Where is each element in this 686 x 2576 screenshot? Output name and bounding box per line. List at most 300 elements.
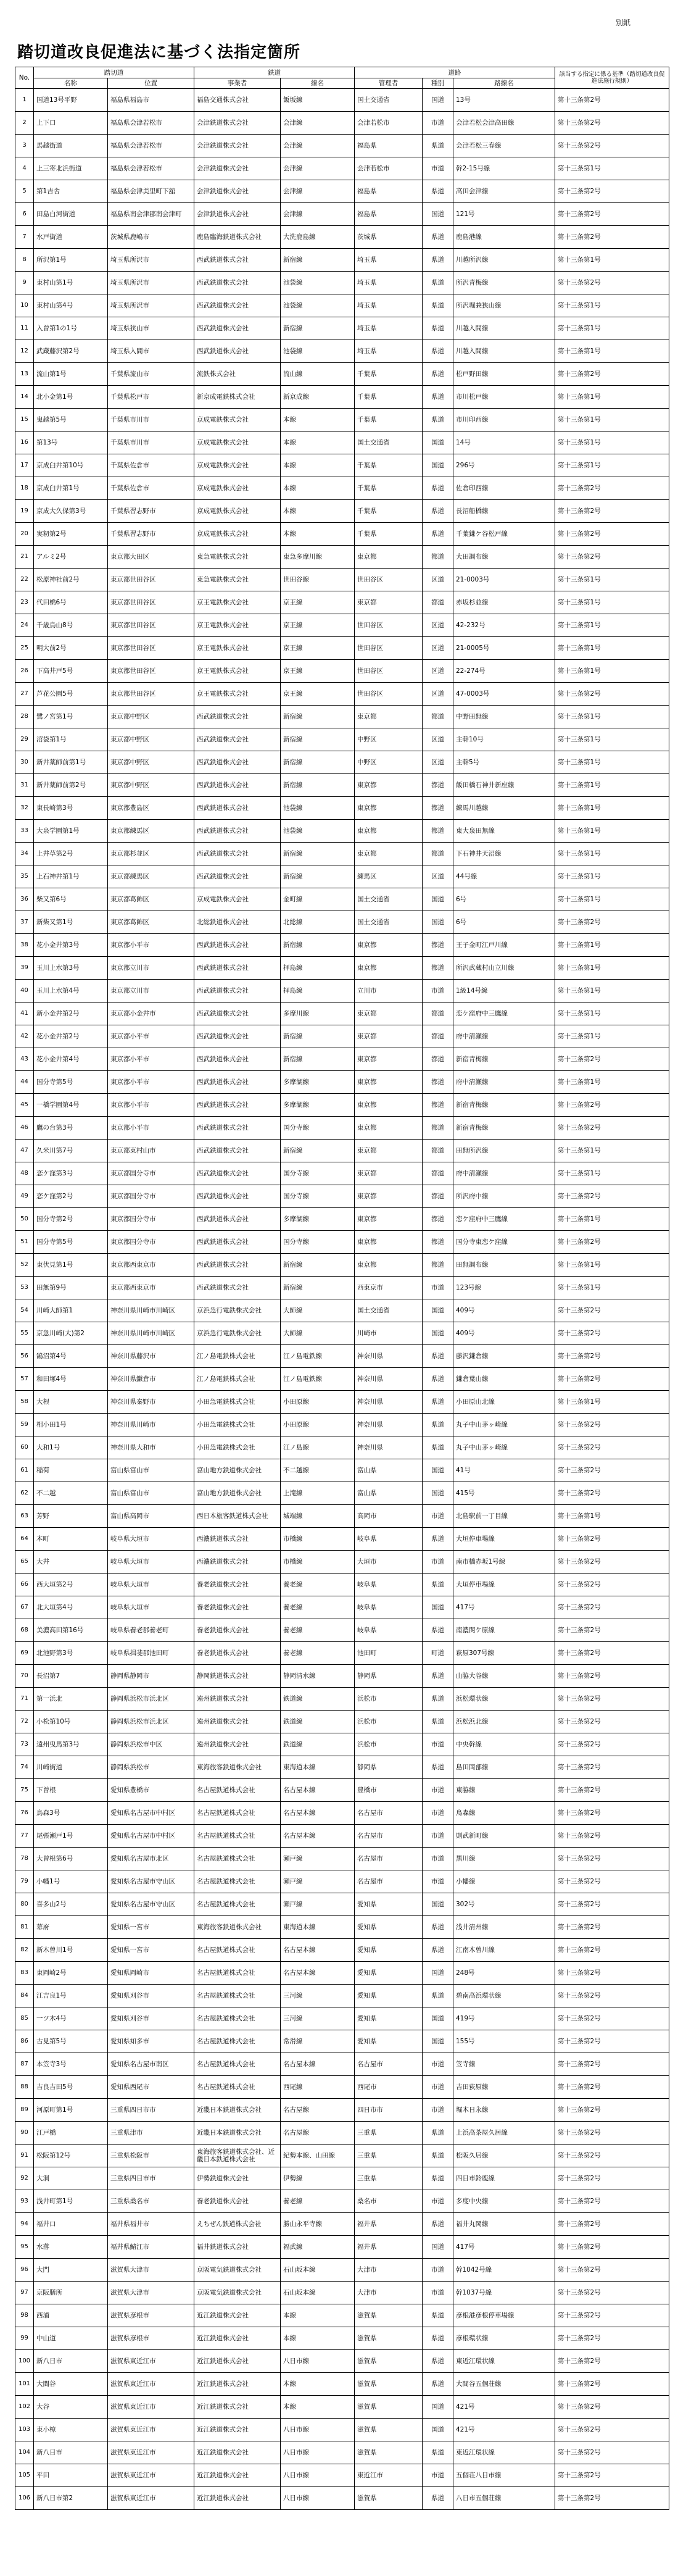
cell-location: 東京都小平市 xyxy=(108,1117,194,1140)
cell-operator: 名古屋鉄道株式会社 xyxy=(194,2053,281,2076)
header-group-road: 道路 xyxy=(355,67,555,78)
cell-no: 73 xyxy=(15,1733,34,1756)
cell-operator: 東海旅客鉄道株式会社 xyxy=(194,1756,281,1779)
cell-manager: 桑名市 xyxy=(355,2190,423,2213)
cell-line: 八日市線 xyxy=(281,2350,355,2373)
cell-manager: 滋賀県 xyxy=(355,2419,423,2441)
cell-location: 神奈川県秦野市 xyxy=(108,1391,194,1414)
cell-name: 水落 xyxy=(34,2236,108,2259)
cell-operator: 西武鉄道株式会社 xyxy=(194,1140,281,1162)
cell-manager: 神奈川県 xyxy=(355,1436,423,1459)
cell-road-type: 市道 xyxy=(423,2076,453,2099)
cell-road-name: 赤坂杉並線 xyxy=(453,591,555,614)
cell-manager: 滋賀県 xyxy=(355,2350,423,2373)
cell-road-name: 川越入間線 xyxy=(453,340,555,363)
cell-basis: 第十三条第2号 xyxy=(555,683,669,706)
cell-no: 58 xyxy=(15,1391,34,1414)
cell-no: 16 xyxy=(15,431,34,454)
cell-operator: 名古屋鉄道株式会社 xyxy=(194,1825,281,1848)
cell-line: 紀勢本線、山田線 xyxy=(281,2145,355,2167)
cell-road-type: 市道 xyxy=(423,980,453,1002)
cell-road-type: 国道 xyxy=(423,1893,453,1916)
cell-no: 66 xyxy=(15,1574,34,1596)
header-operator: 事業者 xyxy=(194,78,281,89)
header-group-crossing: 踏切道 xyxy=(34,67,194,78)
cell-no: 91 xyxy=(15,2145,34,2167)
cell-name: 鵠沼第4号 xyxy=(34,1345,108,1368)
cell-name: 第1吉舎 xyxy=(34,180,108,203)
cell-road-name: 福井丸岡線 xyxy=(453,2213,555,2236)
cell-location: 千葉県佐倉市 xyxy=(108,477,194,500)
cell-line: 西尾線 xyxy=(281,2076,355,2099)
cell-name: 松阪第12号 xyxy=(34,2145,108,2167)
cell-operator: 近江鉄道株式会社 xyxy=(194,2464,281,2487)
cell-operator: 名古屋鉄道株式会社 xyxy=(194,2007,281,2030)
cell-road-type: 県道 xyxy=(423,477,453,500)
table-row xyxy=(15,226,669,249)
cell-line: 会津線 xyxy=(281,203,355,226)
cell-road-type: 市道 xyxy=(423,2259,453,2282)
cell-operator: 西武鉄道株式会社 xyxy=(194,843,281,865)
cell-no: 63 xyxy=(15,1505,34,1528)
cell-road-name: 丸子中山茅ヶ崎線 xyxy=(453,1436,555,1459)
cell-name: 第一浜北 xyxy=(34,1688,108,1711)
cell-operator: 名古屋鉄道株式会社 xyxy=(194,1893,281,1916)
cell-road-name: 碧南高浜環状線 xyxy=(453,1985,555,2007)
cell-road-name: 大田調布線 xyxy=(453,546,555,569)
cell-operator: 北総鉄道株式会社 xyxy=(194,911,281,934)
cell-line: 本線 xyxy=(281,477,355,500)
cell-basis: 第十三条第1号 xyxy=(555,1208,669,1231)
cell-line: 会津線 xyxy=(281,112,355,135)
cell-no: 45 xyxy=(15,1094,34,1117)
cell-road-type: 都道 xyxy=(423,820,453,843)
cell-location: 静岡県静岡市 xyxy=(108,1665,194,1688)
cell-operator: 会津鉄道株式会社 xyxy=(194,180,281,203)
cell-road-type: 県道 xyxy=(423,180,453,203)
cell-no: 41 xyxy=(15,1002,34,1025)
cell-name: 国道13号平野 xyxy=(34,89,108,112)
cell-road-name: 幹2-15号線 xyxy=(453,157,555,180)
cell-location: 滋賀県東近江市 xyxy=(108,2464,194,2487)
table-row xyxy=(15,1094,669,1117)
cell-basis: 第十三条第2号 xyxy=(555,1870,669,1893)
cell-name: 松原神社前2号 xyxy=(34,569,108,591)
cell-road-type: 区道 xyxy=(423,728,453,751)
table-row xyxy=(15,2441,669,2464)
cell-name: 美濃高田第16号 xyxy=(34,1619,108,1642)
cell-road-name: 川越入間線 xyxy=(453,317,555,340)
cell-basis: 第十三条第2号 xyxy=(555,1733,669,1756)
table-row xyxy=(15,637,669,660)
cell-line: 拝島線 xyxy=(281,980,355,1002)
cell-operator: 京成電鉄株式会社 xyxy=(194,454,281,477)
cell-location: 滋賀県東近江市 xyxy=(108,2350,194,2373)
cell-manager: 三重県 xyxy=(355,2145,423,2167)
cell-road-name: 彦根環状線 xyxy=(453,2327,555,2350)
cell-manager: 東京都 xyxy=(355,820,423,843)
cell-road-type: 国道 xyxy=(423,1299,453,1322)
cell-road-type: 区道 xyxy=(423,751,453,774)
cell-no: 100 xyxy=(15,2350,34,2373)
cell-road-name: 新宿青梅線 xyxy=(453,1048,555,1071)
cell-operator: 西武鉄道株式会社 xyxy=(194,272,281,294)
cell-name: 川崎街道 xyxy=(34,1756,108,1779)
cell-name: 川崎大師第1 xyxy=(34,1299,108,1322)
cell-location: 福島県福島市 xyxy=(108,89,194,112)
cell-name: 鷹の台第3号 xyxy=(34,1117,108,1140)
cell-name: 河原町第1号 xyxy=(34,2099,108,2122)
cell-no: 22 xyxy=(15,569,34,591)
cell-no: 43 xyxy=(15,1048,34,1071)
cell-manager: 愛知県 xyxy=(355,1939,423,1962)
cell-location: 東京都西東京市 xyxy=(108,1277,194,1299)
cell-line: 池袋線 xyxy=(281,797,355,820)
cell-operator: 小田急電鉄株式会社 xyxy=(194,1436,281,1459)
cell-road-name: 川越所沢線 xyxy=(453,249,555,272)
cell-basis: 第十三条第2号 xyxy=(555,89,669,112)
cell-no: 87 xyxy=(15,2053,34,2076)
cell-manager: 池田町 xyxy=(355,1642,423,1665)
cell-manager: 名古屋市 xyxy=(355,1848,423,1870)
cell-road-type: 県道 xyxy=(423,2213,453,2236)
cell-line: 名古屋本線 xyxy=(281,1939,355,1962)
header-name: 名称 xyxy=(34,78,108,89)
cell-line: 新宿線 xyxy=(281,843,355,865)
cell-name: 京急川崎(大)第2 xyxy=(34,1322,108,1345)
cell-basis: 第十三条第1号 xyxy=(555,591,669,614)
table-row xyxy=(15,1779,669,1802)
cell-road-type: 都道 xyxy=(423,1185,453,1208)
table-row xyxy=(15,660,669,683)
cell-name: 柴又第6号 xyxy=(34,888,108,911)
cell-road-name: 市川印西線 xyxy=(453,409,555,431)
cell-road-name: 長沼船橋線 xyxy=(453,500,555,523)
cell-location: 埼玉県狭山市 xyxy=(108,317,194,340)
cell-name: 下曽根 xyxy=(34,1779,108,1802)
cell-name: 一橋学園第4号 xyxy=(34,1094,108,1117)
cell-basis: 第十三条第2号 xyxy=(555,2030,669,2053)
cell-location: 滋賀県大津市 xyxy=(108,2282,194,2304)
cell-manager: 立川市 xyxy=(355,980,423,1002)
cell-basis: 第十三条第1号 xyxy=(555,569,669,591)
cell-no: 12 xyxy=(15,340,34,363)
cell-name: 東長崎第3号 xyxy=(34,797,108,820)
crossing-table xyxy=(15,67,669,2510)
cell-no: 17 xyxy=(15,454,34,477)
cell-operator: 名古屋鉄道株式会社 xyxy=(194,1802,281,1825)
cell-name: 大和1号 xyxy=(34,1436,108,1459)
cell-operator: 西武鉄道株式会社 xyxy=(194,1208,281,1231)
cell-road-name: 府中清瀬線 xyxy=(453,1162,555,1185)
table-row xyxy=(15,477,669,500)
table-row xyxy=(15,1391,669,1414)
table-row xyxy=(15,157,669,180)
cell-road-name: 所沢堀兼狭山線 xyxy=(453,294,555,317)
cell-location: 静岡県浜松市浜北区 xyxy=(108,1711,194,1733)
cell-road-type: 県道 xyxy=(423,317,453,340)
cell-manager: 滋賀県 xyxy=(355,2487,423,2510)
cell-location: 富山県富山市 xyxy=(108,1459,194,1482)
cell-line: 新宿線 xyxy=(281,728,355,751)
cell-no: 8 xyxy=(15,249,34,272)
cell-basis: 第十三条第2号 xyxy=(555,2327,669,2350)
table-row xyxy=(15,1140,669,1162)
cell-road-name: 大垣停車場線 xyxy=(453,1574,555,1596)
cell-basis: 第十三条第2号 xyxy=(555,2122,669,2145)
cell-basis: 第十三条第1号 xyxy=(555,888,669,911)
table-body xyxy=(15,89,669,2510)
cell-road-type: 県道 xyxy=(423,1528,453,1551)
cell-operator: 西武鉄道株式会社 xyxy=(194,1094,281,1117)
cell-road-name: 恋ケ窪府中三鷹線 xyxy=(453,1208,555,1231)
table-row xyxy=(15,272,669,294)
cell-operator: 近畿日本鉄道株式会社 xyxy=(194,2122,281,2145)
cell-location: 岐阜県大垣市 xyxy=(108,1528,194,1551)
table-row xyxy=(15,774,669,797)
table-row xyxy=(15,797,669,820)
cell-basis: 第十三条第2号 xyxy=(555,2190,669,2213)
cell-name: 本笠寺3号 xyxy=(34,2053,108,2076)
cell-no: 96 xyxy=(15,2259,34,2282)
cell-no: 29 xyxy=(15,728,34,751)
cell-road-type: 県道 xyxy=(423,2304,453,2327)
cell-line: 新宿線 xyxy=(281,249,355,272)
table-row xyxy=(15,1870,669,1893)
cell-no: 88 xyxy=(15,2076,34,2099)
cell-no: 1 xyxy=(15,89,34,112)
table-row xyxy=(15,89,669,112)
cell-no: 10 xyxy=(15,294,34,317)
cell-manager: 滋賀県 xyxy=(355,2373,423,2396)
cell-name: 花小金井第4号 xyxy=(34,1048,108,1071)
table-row xyxy=(15,2327,669,2350)
table-row xyxy=(15,1231,669,1254)
cell-basis: 第十三条第1号 xyxy=(555,728,669,751)
cell-operator: 東急電鉄株式会社 xyxy=(194,569,281,591)
cell-operator: 西武鉄道株式会社 xyxy=(194,1002,281,1025)
cell-location: 東京都葛飾区 xyxy=(108,888,194,911)
table-row xyxy=(15,888,669,911)
cell-operator: 富山地方鉄道株式会社 xyxy=(194,1482,281,1505)
cell-basis: 第十三条第2号 xyxy=(555,1185,669,1208)
cell-operator: 西武鉄道株式会社 xyxy=(194,1277,281,1299)
table-row xyxy=(15,1322,669,1345)
cell-location: 神奈川県大和市 xyxy=(108,1436,194,1459)
cell-location: 東京都世田谷区 xyxy=(108,591,194,614)
cell-location: 埼玉県所沢市 xyxy=(108,249,194,272)
cell-operator: 遠州鉄道株式会社 xyxy=(194,1733,281,1756)
table-row xyxy=(15,1551,669,1574)
cell-operator: 西武鉄道株式会社 xyxy=(194,1162,281,1185)
cell-line: 大洗鹿島線 xyxy=(281,226,355,249)
table-row xyxy=(15,1848,669,1870)
cell-name: 千歳烏山8号 xyxy=(34,614,108,637)
cell-line: 本線 xyxy=(281,409,355,431)
cell-basis: 第十三条第2号 xyxy=(555,546,669,569)
cell-operator: 近江鉄道株式会社 xyxy=(194,2396,281,2419)
cell-basis: 第十三条第1号 xyxy=(555,774,669,797)
cell-operator: 西武鉄道株式会社 xyxy=(194,1071,281,1094)
cell-manager: 西東京市 xyxy=(355,1277,423,1299)
table-row xyxy=(15,1048,669,1071)
cell-operator: 西武鉄道株式会社 xyxy=(194,1254,281,1277)
cell-no: 52 xyxy=(15,1254,34,1277)
cell-line: 新宿線 xyxy=(281,1025,355,1048)
cell-road-name: 22-274号 xyxy=(453,660,555,683)
cell-basis: 第十三条第1号 xyxy=(555,1025,669,1048)
cell-operator: 西武鉄道株式会社 xyxy=(194,957,281,980)
cell-road-type: 国道 xyxy=(423,454,453,477)
cell-road-type: 県道 xyxy=(423,1574,453,1596)
cell-location: 滋賀県彦根市 xyxy=(108,2327,194,2350)
cell-manager: 千葉県 xyxy=(355,409,423,431)
cell-location: 東京都国分寺市 xyxy=(108,1231,194,1254)
cell-no: 28 xyxy=(15,706,34,728)
cell-location: 静岡県浜松市浜北区 xyxy=(108,1688,194,1711)
cell-manager: 福島県 xyxy=(355,135,423,157)
cell-operator: 京阪電気鉄道株式会社 xyxy=(194,2259,281,2282)
cell-line: 新宿線 xyxy=(281,774,355,797)
cell-road-name: 南濃関ケ原線 xyxy=(453,1619,555,1642)
cell-operator: 福島交通株式会社 xyxy=(194,89,281,112)
cell-operator: 京成電鉄株式会社 xyxy=(194,888,281,911)
cell-road-type: 市道 xyxy=(423,2053,453,2076)
cell-operator: 新京成電鉄株式会社 xyxy=(194,386,281,409)
cell-road-type: 県道 xyxy=(423,226,453,249)
table-row xyxy=(15,1893,669,1916)
cell-road-name: 北島駅前一丁目線 xyxy=(453,1505,555,1528)
table-row xyxy=(15,2099,669,2122)
cell-road-type: 県道 xyxy=(423,1436,453,1459)
cell-road-type: 県道 xyxy=(423,2327,453,2350)
cell-basis: 第十三条第2号 xyxy=(555,1345,669,1368)
cell-no: 102 xyxy=(15,2396,34,2419)
table-row xyxy=(15,1619,669,1642)
cell-road-type: 県道 xyxy=(423,386,453,409)
cell-manager: 富山県 xyxy=(355,1459,423,1482)
cell-road-name: 小幡線 xyxy=(453,1870,555,1893)
cell-no: 94 xyxy=(15,2213,34,2236)
cell-name: 浅井町第1号 xyxy=(34,2190,108,2213)
table-row xyxy=(15,1002,669,1025)
cell-name: 京成臼井第1号 xyxy=(34,477,108,500)
cell-road-type: 県道 xyxy=(423,1619,453,1642)
cell-line: 勝山永平寺線 xyxy=(281,2213,355,2236)
table-row xyxy=(15,2464,669,2487)
cell-location: 岐阜県大垣市 xyxy=(108,1596,194,1619)
cell-manager: 東京都 xyxy=(355,1048,423,1071)
cell-location: 愛知県西尾市 xyxy=(108,2076,194,2099)
cell-basis: 第十三条第2号 xyxy=(555,203,669,226)
cell-location: 東京都世田谷区 xyxy=(108,569,194,591)
cell-manager: 浜松市 xyxy=(355,1733,423,1756)
table-row xyxy=(15,2030,669,2053)
cell-operator: 西武鉄道株式会社 xyxy=(194,1185,281,1208)
cell-basis: 第十三条第2号 xyxy=(555,1825,669,1848)
cell-line: 会津線 xyxy=(281,135,355,157)
cell-name: 芳野 xyxy=(34,1505,108,1528)
cell-road-name: 笠寺線 xyxy=(453,2053,555,2076)
cell-road-type: 県道 xyxy=(423,1345,453,1368)
table-row xyxy=(15,2487,669,2510)
cell-operator: 名古屋鉄道株式会社 xyxy=(194,1962,281,1985)
cell-location: 滋賀県彦根市 xyxy=(108,2304,194,2327)
cell-line: 本線 xyxy=(281,500,355,523)
cell-name: 吉良吉田5号 xyxy=(34,2076,108,2099)
cell-operator: 京王電鉄株式会社 xyxy=(194,591,281,614)
cell-name: 江吉良1号 xyxy=(34,1985,108,2007)
cell-no: 46 xyxy=(15,1117,34,1140)
cell-no: 54 xyxy=(15,1299,34,1322)
cell-name: 和田塚4号 xyxy=(34,1368,108,1391)
cell-basis: 第十三条第2号 xyxy=(555,2007,669,2030)
cell-location: 岐阜県大垣市 xyxy=(108,1574,194,1596)
table-row xyxy=(15,1985,669,2007)
table-row xyxy=(15,1825,669,1848)
cell-no: 83 xyxy=(15,1962,34,1985)
cell-road-name: 田無調布線 xyxy=(453,1254,555,1277)
cell-operator: 西武鉄道株式会社 xyxy=(194,1048,281,1071)
cell-name: 大泉学園第1号 xyxy=(34,820,108,843)
cell-road-name: 155号 xyxy=(453,2030,555,2053)
cell-operator: 西武鉄道株式会社 xyxy=(194,797,281,820)
cell-road-name: 鹿島港線 xyxy=(453,226,555,249)
cell-name: 田無第9号 xyxy=(34,1277,108,1299)
cell-road-name: 417号 xyxy=(453,1596,555,1619)
cell-operator: 西武鉄道株式会社 xyxy=(194,706,281,728)
cell-basis: 第十三条第2号 xyxy=(555,1962,669,1985)
header-manager: 管理者 xyxy=(355,78,423,89)
table-row xyxy=(15,180,669,203)
cell-line: 江ノ島電鉄線 xyxy=(281,1345,355,1368)
cell-operator: 西武鉄道株式会社 xyxy=(194,751,281,774)
cell-no: 90 xyxy=(15,2122,34,2145)
table-row xyxy=(15,2282,669,2304)
cell-road-type: 市道 xyxy=(423,1277,453,1299)
cell-road-name: 上浜高茶屋久居線 xyxy=(453,2122,555,2145)
cell-line: 江ノ島線 xyxy=(281,1436,355,1459)
cell-location: 埼玉県所沢市 xyxy=(108,294,194,317)
cell-name: 新八日市第2 xyxy=(34,2487,108,2510)
cell-road-name: 府中清瀬線 xyxy=(453,1025,555,1048)
cell-line: 市橋線 xyxy=(281,1551,355,1574)
cell-location: 千葉県習志野市 xyxy=(108,500,194,523)
cell-location: 東京都練馬区 xyxy=(108,820,194,843)
cell-line: 流山線 xyxy=(281,363,355,386)
table-row xyxy=(15,1185,669,1208)
cell-line: 八日市線 xyxy=(281,2441,355,2464)
cell-name: 鷺ノ宮第1号 xyxy=(34,706,108,728)
cell-location: 東京都小金井市 xyxy=(108,1002,194,1025)
cell-road-name: 下石神井天沼線 xyxy=(453,843,555,865)
cell-operator: 西武鉄道株式会社 xyxy=(194,774,281,797)
cell-basis: 第十三条第1号 xyxy=(555,934,669,957)
cell-basis: 第十三条第2号 xyxy=(555,911,669,934)
cell-road-name: 121号 xyxy=(453,203,555,226)
cell-road-type: 県道 xyxy=(423,409,453,431)
cell-location: 東京都中野区 xyxy=(108,728,194,751)
cell-basis: 第十三条第2号 xyxy=(555,1482,669,1505)
cell-no: 33 xyxy=(15,820,34,843)
cell-road-name: 幹1042号線 xyxy=(453,2259,555,2282)
cell-basis: 第十三条第1号 xyxy=(555,294,669,317)
cell-road-type: 県道 xyxy=(423,272,453,294)
cell-road-name: 中野田無線 xyxy=(453,706,555,728)
cell-no: 79 xyxy=(15,1870,34,1893)
cell-road-type: 県道 xyxy=(423,2350,453,2373)
cell-location: 三重県津市 xyxy=(108,2122,194,2145)
